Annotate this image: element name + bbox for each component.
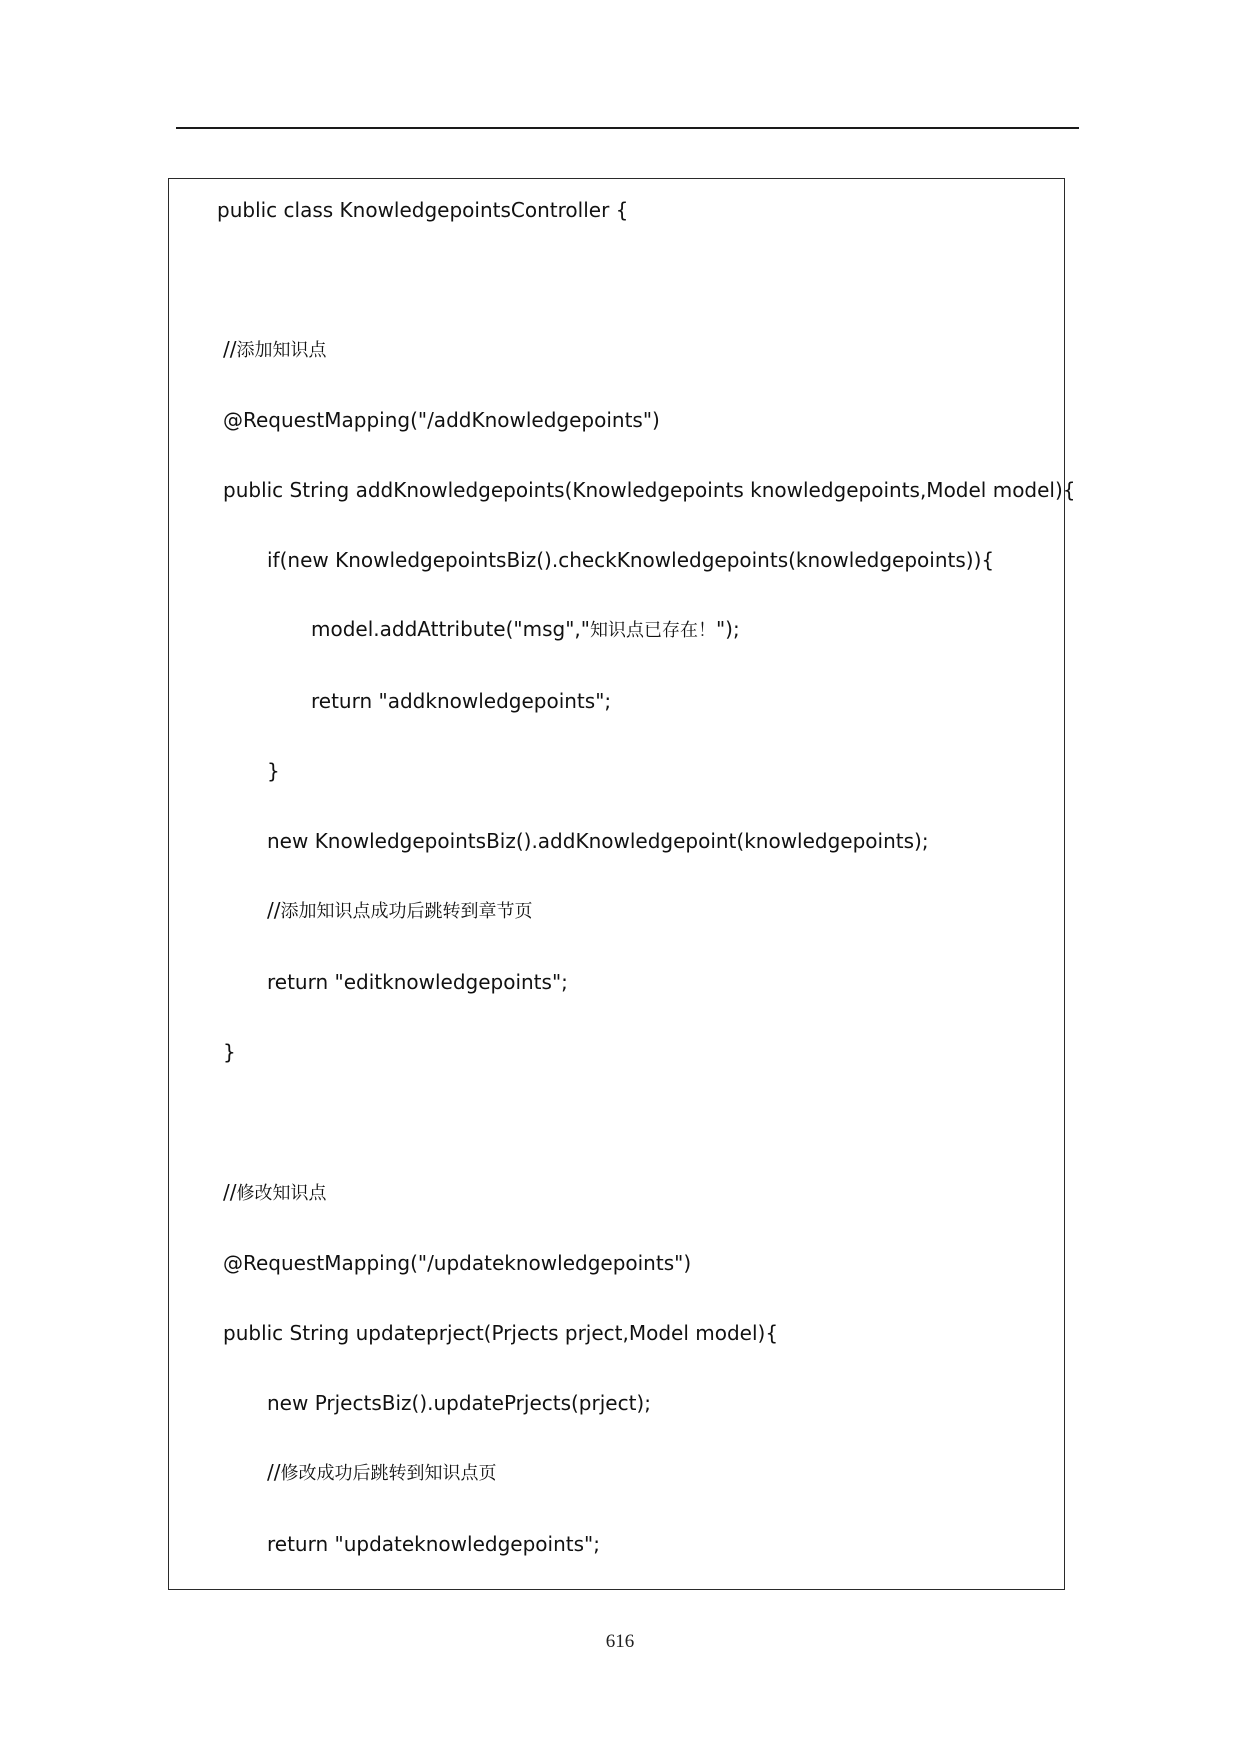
code-comment-line: //添加知识点 <box>223 337 327 361</box>
code-line: } <box>267 759 280 783</box>
code-line: if(new KnowledgepointsBiz().checkKnowledgepoints(knowledgepoints)){ <box>267 548 995 572</box>
code-line: @RequestMapping("/addKnowledgepoints") <box>223 408 660 432</box>
code-line: new KnowledgepointsBiz().addKnowledgepoint(knowledgepoints); <box>267 829 929 853</box>
code-line: return "addknowledgepoints"; <box>311 689 612 713</box>
code-line: } <box>223 1040 236 1064</box>
code-comment-line: //修改成功后跳转到知识点页 <box>267 1460 497 1484</box>
code-line: public class KnowledgepointsController { <box>217 198 629 222</box>
code-line: return "editknowledgepoints"; <box>267 970 568 994</box>
code-line: public String updateprject(Prjects prject,Model model){ <box>223 1321 779 1345</box>
code-line: return "updateknowledgepoints"; <box>267 1532 600 1556</box>
code-listing-box <box>168 178 1065 1590</box>
code-line: new PrjectsBiz().updatePrjects(prject); <box>267 1391 651 1415</box>
code-comment-line: //修改知识点 <box>223 1180 327 1204</box>
code-line: @RequestMapping("/updateknowledgepoints") <box>223 1251 692 1275</box>
code-comment-line: //添加知识点成功后跳转到章节页 <box>267 898 533 922</box>
page-number: 616 <box>605 1631 635 1652</box>
code-line: public String addKnowledgepoints(Knowledgepoints knowledgepoints,Model model){ <box>223 478 1076 502</box>
code-line: model.addAttribute("msg","知识点已存在！"); <box>311 617 740 641</box>
header-rule <box>176 127 1079 129</box>
